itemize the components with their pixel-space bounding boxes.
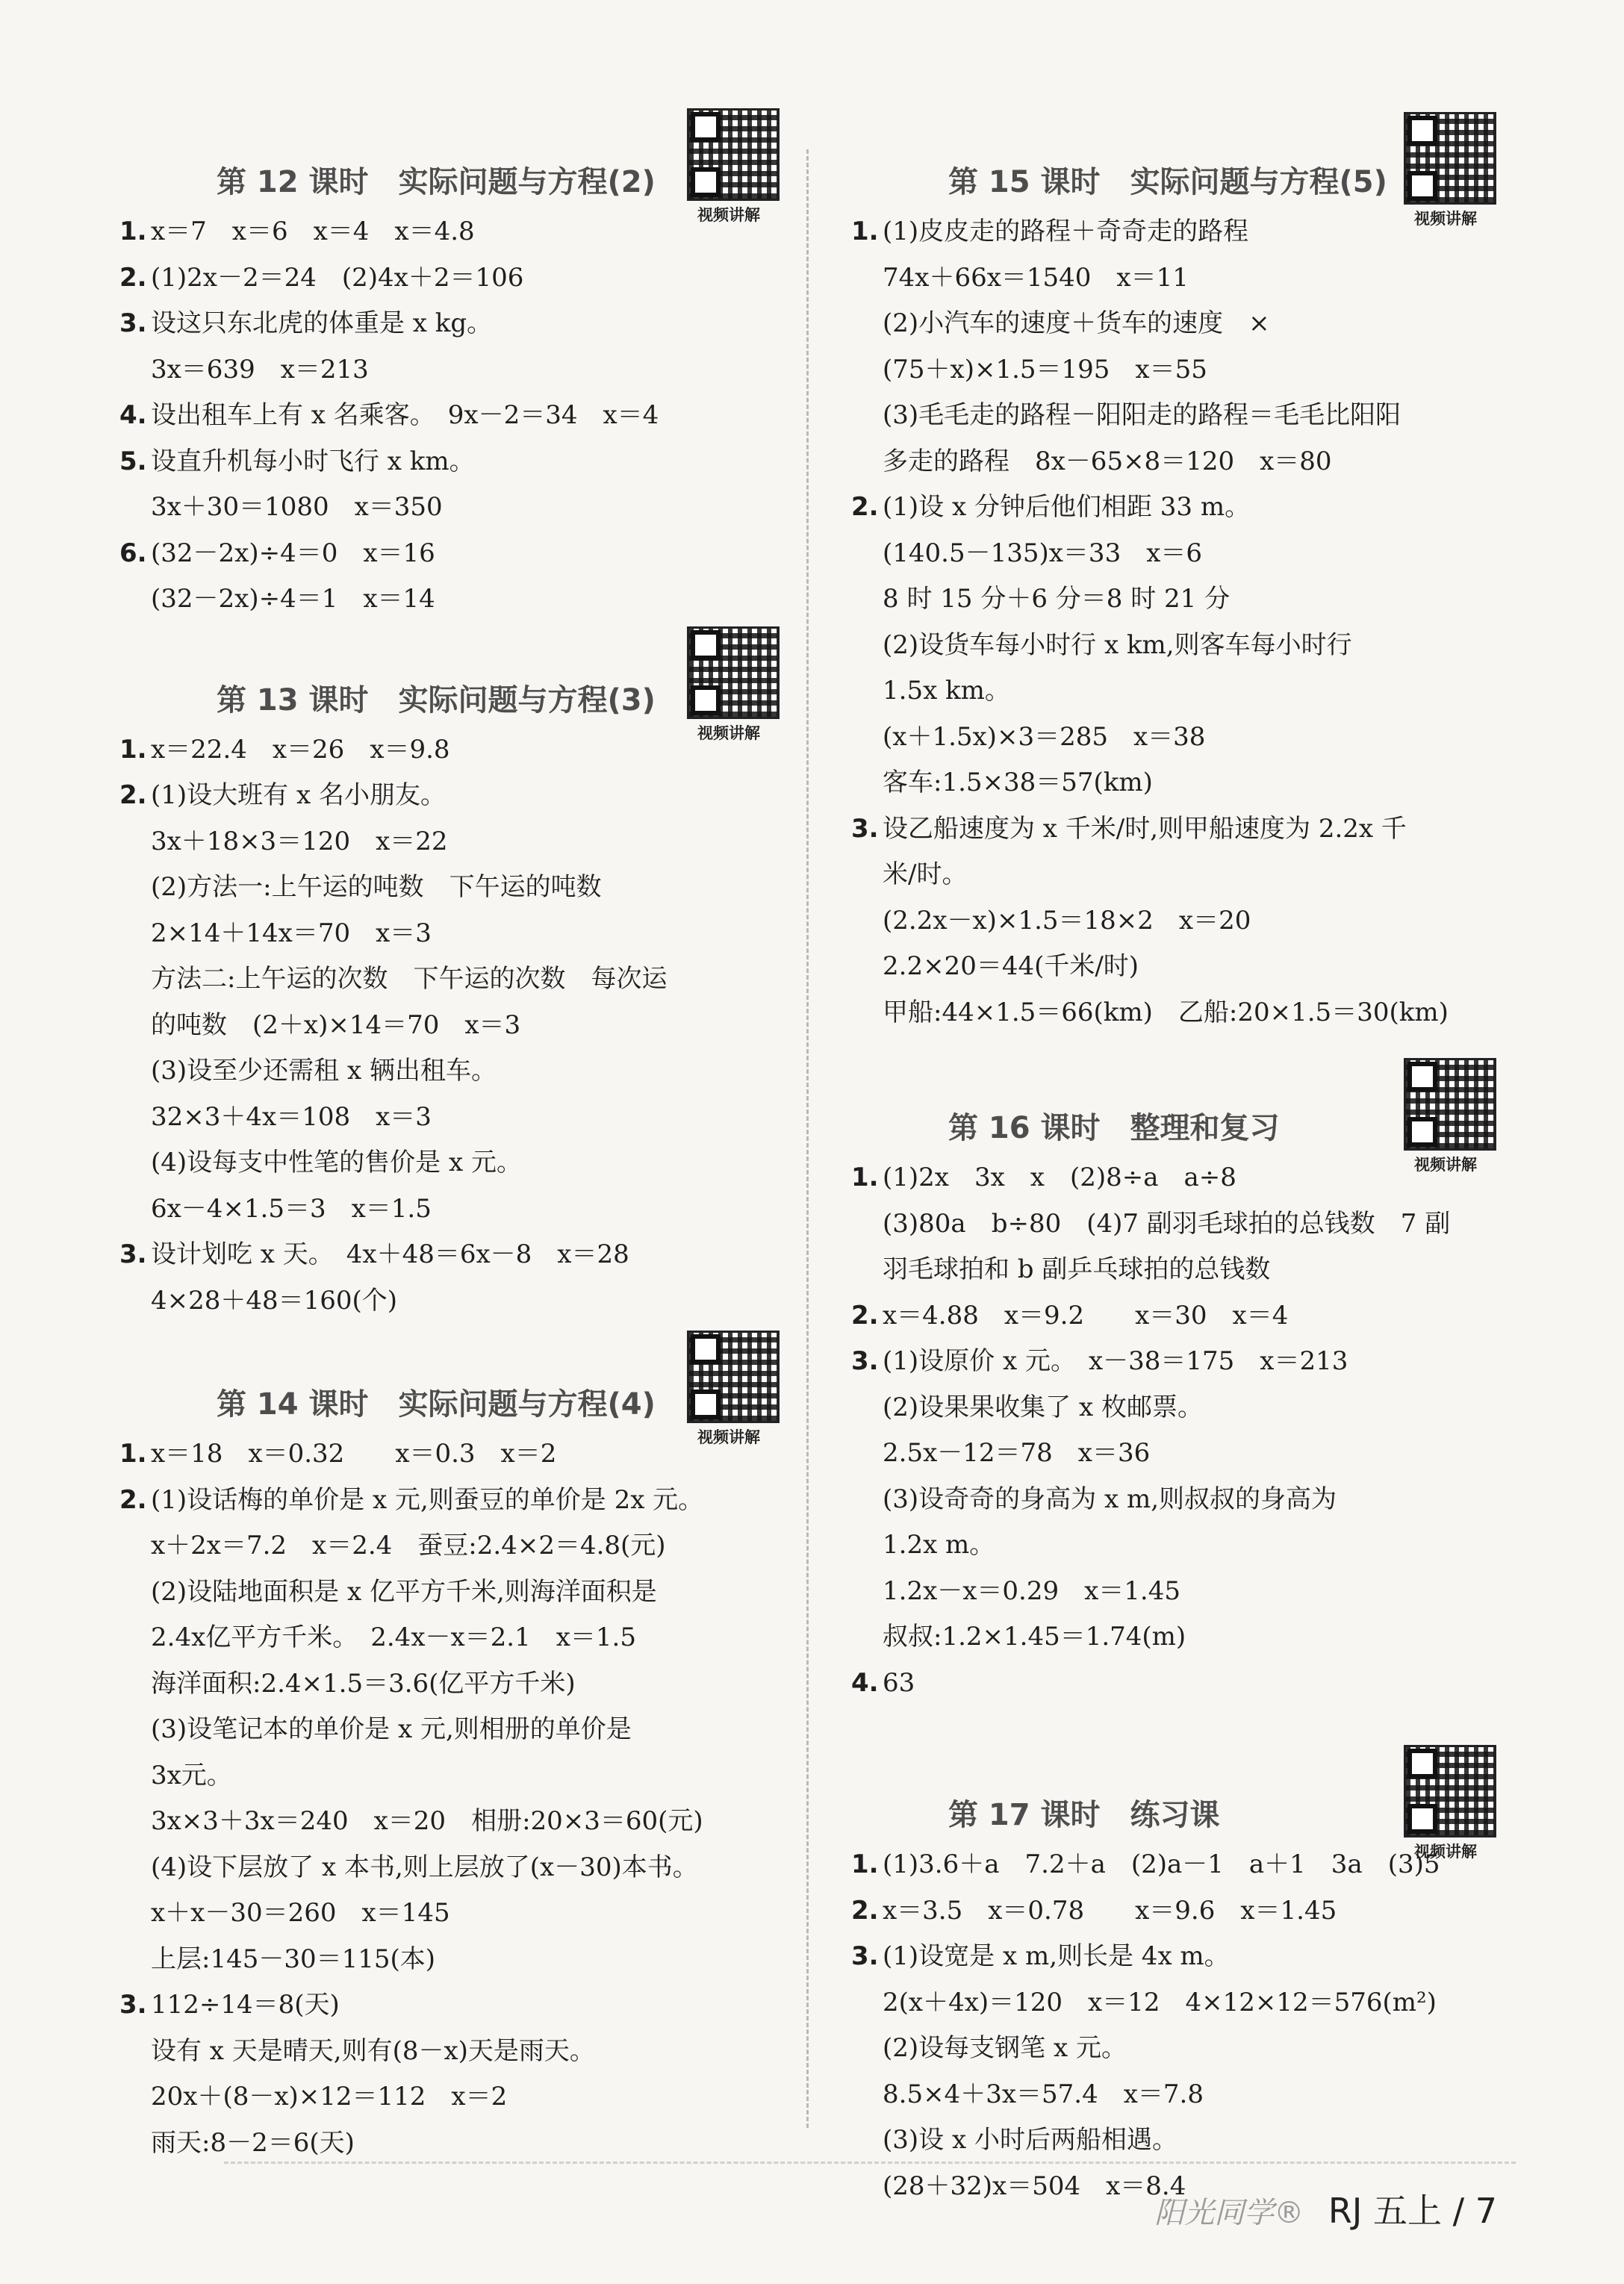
page-footer: [1154, 2184, 1497, 2233]
lesson-section: [119, 112, 791, 623]
question-number: 5.: [119, 446, 147, 476]
right-column: [851, 112, 1508, 2209]
answer-line: [119, 2120, 791, 2167]
answer-line: [851, 1888, 1508, 1935]
question-number: 3.: [851, 813, 879, 844]
answer-line: [851, 715, 1508, 761]
answer-text: (3)80a b÷80 (4)7 副羽毛球拍的总钱数 7 副: [883, 1208, 1451, 1239]
answer-line: [119, 1140, 791, 1186]
answer-line: [119, 865, 791, 911]
answer-line: [851, 393, 1508, 439]
answer-line: [851, 760, 1508, 806]
answer-text: 2(x＋4x)＝120 x＝12 4×12×12＝576(m²): [883, 1987, 1437, 2017]
answer-text: 20x＋(8－x)×12＝112 x＝2: [151, 2082, 508, 2112]
answer-line: [119, 1799, 791, 1845]
lesson-section: [851, 112, 1508, 1036]
answer-text: 3x×3＋3x＝240 x＝20 相册:20×3＝60(元): [151, 1806, 703, 1836]
video-explain-label: 视频讲解: [697, 724, 760, 742]
answer-line: [851, 944, 1508, 990]
lesson-title: 第 17 课时 练习课: [948, 1798, 1220, 1832]
answer-text: 1.2x m。: [883, 1530, 995, 1560]
question-number: 6.: [119, 538, 147, 568]
answer-line: [119, 1048, 791, 1095]
answer-text: (2.2x－x)×1.5＝18×2 x＝20: [883, 905, 1251, 936]
answer-line: [851, 255, 1508, 302]
answer-text: (3)设 x 小时后两船相遇。: [883, 2125, 1177, 2155]
answer-line: [851, 1980, 1508, 2026]
answer-line: [119, 1569, 791, 1616]
page-number: / 7: [1452, 2191, 1497, 2231]
question-number: 1.: [119, 734, 147, 765]
answer-line: [119, 911, 791, 957]
lesson-header: [851, 1745, 1508, 1861]
answer-text: (1)2x－2＝24 (2)4x＋2＝106: [151, 262, 524, 293]
answer-line: [851, 806, 1508, 853]
answer-text: 设有 x 天是晴天,则有(8－x)天是雨天。: [151, 2035, 595, 2066]
answer-text: x＋2x＝7.2 x＝2.4 蚕豆:2.4×2＝4.8(元): [151, 1531, 666, 1560]
answer-line: [119, 301, 791, 347]
lesson-section: [851, 1058, 1508, 1706]
answer-text: 设直升机每小时飞行 x km。: [151, 446, 475, 476]
answer-text: 设出租车上有 x 名乘客。 9x－2＝34 x＝4: [151, 400, 659, 430]
answer-line: [119, 1845, 791, 1891]
answer-text: 上层:145－30＝115(本): [151, 1944, 436, 1974]
answer-line: [119, 1753, 791, 1799]
answer-line: [851, 1477, 1508, 1523]
answer-text: 2.4x亿平方千米。 2.4x－x＝2.1 x＝1.5: [151, 1622, 636, 1652]
question-number: 2.: [851, 492, 879, 522]
answer-line: [851, 1522, 1508, 1569]
answer-line: [851, 990, 1508, 1036]
video-explain-label: 视频讲解: [1414, 210, 1477, 228]
answer-text: 63: [883, 1667, 915, 1698]
answer-line: [851, 1247, 1508, 1293]
answer-text: 设这只东北虎的体重是 x kg。: [151, 308, 493, 338]
answer-text: (32－2x)÷4＝0 x＝16: [151, 538, 435, 568]
lesson-header: [119, 630, 791, 742]
answer-text: (2)设陆地面积是 x 亿平方千米,则海洋面积是: [151, 1576, 657, 1607]
qr-code-icon[interactable]: [687, 626, 780, 719]
answer-text: 方法二:上午运的次数 下午运的次数 每次运: [151, 964, 668, 994]
answer-text: 32×3＋4x＝108 x＝3: [151, 1101, 432, 1132]
answer-text: (1)设话梅的单价是 x 元,则蚕豆的单价是 2x 元。: [151, 1484, 704, 1515]
lesson-title: 第 14 课时 实际问题与方程(4): [217, 1387, 656, 1422]
question-number: 1.: [851, 1163, 879, 1192]
question-number: 2.: [119, 262, 147, 293]
qr-code-icon[interactable]: [1404, 1745, 1496, 1838]
answer-text: x＝7 x＝6 x＝4 x＝4.8: [151, 217, 475, 246]
answer-line: [119, 773, 791, 819]
answer-text: 74x＋66x＝1540 x＝11: [883, 262, 1189, 293]
answer-text: (3)设至少还需租 x 辆出租车。: [151, 1056, 497, 1086]
answer-text: 3x元。: [151, 1760, 232, 1790]
lesson-title: 第 13 课时 实际问题与方程(3): [217, 682, 656, 718]
answer-text: 2×14＋14x＝70 x＝3: [151, 918, 432, 948]
lesson-title: 第 16 课时 整理和复习: [948, 1111, 1280, 1145]
answer-text: 1.5x km。: [883, 676, 1010, 706]
answer-line: [119, 1523, 791, 1569]
footer-rule: [224, 2162, 1516, 2164]
answer-line: [851, 898, 1508, 945]
answer-line: [119, 1095, 791, 1141]
answer-line: [851, 1155, 1508, 1201]
question-number: 1.: [119, 217, 147, 246]
answer-line: [851, 2072, 1508, 2118]
answer-line: [851, 623, 1508, 669]
answer-text: (4)设下层放了 x 本书,则上层放了(x－30)本书。: [151, 1852, 698, 1882]
question-number: 2.: [851, 1300, 879, 1331]
lesson-section: [119, 630, 791, 1325]
question-number: 4.: [851, 1667, 879, 1698]
answer-text: 1.2x－x＝0.29 x＝1.45: [883, 1575, 1181, 1606]
answer-line: [119, 393, 791, 439]
answer-text: (2)设每支钢笔 x 元。: [883, 2033, 1127, 2063]
answer-line: [119, 1431, 791, 1478]
answer-line: [851, 2117, 1508, 2164]
answer-line: [119, 819, 791, 865]
answer-text: 8.5×4＋3x＝57.4 x＝7.8: [883, 2079, 1204, 2109]
answer-text: (x＋1.5x)×3＝285 x＝38: [883, 721, 1206, 752]
answer-text: (1)皮皮走的路程＋奇奇走的路程: [883, 217, 1249, 246]
answer-text: (1)设 x 分钟后他们相距 33 m。: [883, 492, 1251, 522]
answer-text: 雨天:8－2＝6(天): [151, 2127, 355, 2158]
answer-text: 8 时 15 分＋6 分＝8 时 21 分: [883, 584, 1231, 614]
answer-text: 4×28＋48＝160(个): [151, 1285, 398, 1316]
answer-line: [119, 1982, 791, 2029]
answer-text: (2)小汽车的速度＋货车的速度 ×: [883, 308, 1270, 338]
lesson-header: [851, 1058, 1508, 1174]
answer-line: [119, 1186, 791, 1233]
answer-line: [119, 576, 791, 623]
answer-line: [851, 1661, 1508, 1707]
answer-text: 甲船:44×1.5＝66(km) 乙船:20×1.5＝30(km): [883, 997, 1449, 1027]
answer-line: [851, 668, 1508, 715]
answer-line: [851, 1339, 1508, 1385]
answer-line: [851, 439, 1508, 485]
answer-text: 的吨数 (2＋x)×14＝70 x＝3: [151, 1009, 521, 1040]
answer-text: 海洋面积:2.4×1.5＝3.6(亿平方千米): [151, 1668, 576, 1699]
answer-line: [851, 1431, 1508, 1477]
answer-line: [851, 1385, 1508, 1431]
answer-line: [119, 347, 791, 393]
video-explain-label: 视频讲解: [1414, 1156, 1477, 1174]
answer-text: (3)设笔记本的单价是 x 元,则相册的单价是: [151, 1714, 632, 1744]
answer-line: [851, 485, 1508, 531]
answer-line: [851, 852, 1508, 898]
answer-line: [851, 1201, 1508, 1248]
answer-text: 叔叔:1.2×1.45＝1.74(m): [883, 1622, 1186, 1652]
question-number: 3.: [119, 1239, 147, 1269]
answer-text: 2.2×20＝44(千米/时): [883, 951, 1139, 981]
question-number: 3.: [851, 1346, 879, 1376]
lesson-title: 第 15 课时 实际问题与方程(5): [948, 165, 1387, 199]
question-number: 2.: [119, 1484, 147, 1515]
answer-text: (2)方法一:上午运的吨数 下午运的吨数: [151, 872, 602, 902]
answer-text: x＝3.5 x＝0.78 x＝9.6 x＝1.45: [883, 1895, 1337, 1926]
question-number: 3.: [851, 1941, 879, 1971]
edition-label: RJ 五上: [1328, 2191, 1442, 2231]
answer-text: 3x＝639 x＝213: [151, 354, 369, 385]
question-number: 1.: [119, 1439, 147, 1469]
answer-text: 设乙船速度为 x 千米/时,则甲船速度为 2.2x 千: [883, 813, 1407, 844]
qr-code-icon[interactable]: [687, 1331, 780, 1423]
answer-line: [851, 1614, 1508, 1661]
answer-text: 3x＋18×3＝120 x＝22: [151, 826, 448, 856]
answer-text: (75＋x)×1.5＝195 x＝55: [883, 354, 1207, 385]
answer-text: (2)设货车每小时行 x km,则客车每小时行: [883, 629, 1352, 660]
answer-text: 米/时。: [883, 859, 968, 889]
column-divider: [806, 149, 809, 2128]
answer-line: [119, 1003, 791, 1049]
answer-text: x＝18 x＝0.32 x＝0.3 x＝2: [151, 1439, 557, 1469]
answer-text: 112÷14＝8(天): [151, 1990, 340, 2020]
answer-text: (140.5－135)x＝33 x＝6: [883, 538, 1203, 568]
answer-line: [119, 1232, 791, 1278]
question-number: 3.: [119, 308, 147, 338]
answer-line: [119, 1278, 791, 1325]
answer-line: [119, 1937, 791, 1983]
answer-line: [119, 2074, 791, 2120]
answer-line: [119, 727, 791, 774]
qr-code-icon[interactable]: [1404, 1058, 1496, 1151]
answer-line: [851, 2026, 1508, 2072]
lesson-header: [119, 1334, 791, 1446]
answer-text: (3)毛毛走的路程－阳阳走的路程＝毛毛比阳阳: [883, 400, 1401, 430]
answer-text: (2)设果果收集了 x 枚邮票。: [883, 1392, 1203, 1422]
answer-line: [119, 209, 791, 255]
lesson-header: [119, 112, 791, 224]
answer-text: (28＋32)x＝504 x＝8.4: [883, 2171, 1186, 2201]
answer-line: [119, 2029, 791, 2075]
answer-text: (1)设宽是 x m,则长是 4x m。: [883, 1941, 1230, 1971]
answer-line: [119, 255, 791, 302]
qr-code-icon[interactable]: [1404, 112, 1496, 205]
answer-text: 羽毛球拍和 b 副乒乓球拍的总钱数: [883, 1254, 1271, 1284]
answer-line: [851, 347, 1508, 393]
answer-text: (1)设大班有 x 名小朋友。: [151, 780, 446, 810]
answer-text: x＋x－30＝260 x＝145: [151, 1898, 450, 1928]
video-explain-label: 视频讲解: [697, 1428, 760, 1446]
answer-line: [851, 531, 1508, 577]
answer-text: 设计划吃 x 天。 4x＋48＝6x－8 x＝28: [151, 1239, 629, 1269]
answer-text: x＝4.88 x＝9.2 x＝30 x＝4: [883, 1300, 1289, 1331]
answer-text: (3)设奇奇的身高为 x m,则叔叔的身高为: [883, 1484, 1337, 1514]
answer-line: [119, 1661, 791, 1708]
answer-line: [119, 1707, 791, 1753]
answer-line: [851, 1293, 1508, 1339]
question-number: 2.: [119, 780, 147, 810]
answer-line: [119, 956, 791, 1003]
answer-line: [119, 1891, 791, 1937]
question-number: 1.: [851, 1849, 879, 1879]
answer-line: [851, 1934, 1508, 1980]
question-number: 1.: [851, 217, 879, 246]
answer-line: [851, 301, 1508, 347]
answer-text: 3x＋30＝1080 x＝350: [151, 492, 443, 522]
answer-text: 2.5x－12＝78 x＝36: [883, 1438, 1151, 1468]
lesson-section: [851, 1745, 1508, 2209]
answer-line: [851, 209, 1508, 255]
answer-text: 6x－4×1.5＝3 x＝1.5: [151, 1193, 432, 1224]
answer-line: [119, 1615, 791, 1661]
brand-logo: 阳光同学®: [1154, 2196, 1304, 2230]
answer-text: (1)设原价 x 元。 x－38＝175 x＝213: [883, 1346, 1348, 1376]
answer-line: [851, 576, 1508, 623]
question-number: 2.: [851, 1895, 879, 1926]
video-explain-label: 视频讲解: [1414, 1843, 1477, 1861]
answer-text: x＝22.4 x＝26 x＝9.8: [151, 734, 450, 765]
question-number: 4.: [119, 400, 147, 430]
qr-code-icon[interactable]: [687, 108, 780, 201]
answer-line: [119, 485, 791, 531]
left-column: [119, 112, 791, 2166]
answer-line: [851, 1569, 1508, 1615]
answer-text: 多走的路程 8x－65×8＝120 x＝80: [883, 446, 1332, 476]
answer-text: (1)3.6＋a 7.2＋a (2)a－1 a＋1 3a (3)5: [883, 1849, 1440, 1879]
answer-line: [119, 1478, 791, 1524]
lesson-title: 第 12 课时 实际问题与方程(2): [217, 165, 656, 199]
answer-text: (32－2x)÷4＝1 x＝14: [151, 584, 435, 614]
lesson-header: [851, 112, 1508, 228]
answer-text: (4)设每支中性笔的售价是 x 元。: [151, 1148, 522, 1177]
answer-text: (1)2x 3x x (2)8÷a a÷8: [883, 1163, 1236, 1192]
answer-line: [119, 439, 791, 485]
lesson-section: [119, 1334, 791, 2166]
answer-text: 客车:1.5×38＝57(km): [883, 768, 1153, 797]
answer-line: [851, 1842, 1508, 1888]
answer-line: [119, 531, 791, 577]
video-explain-label: 视频讲解: [697, 206, 760, 224]
question-number: 3.: [119, 1990, 147, 2020]
